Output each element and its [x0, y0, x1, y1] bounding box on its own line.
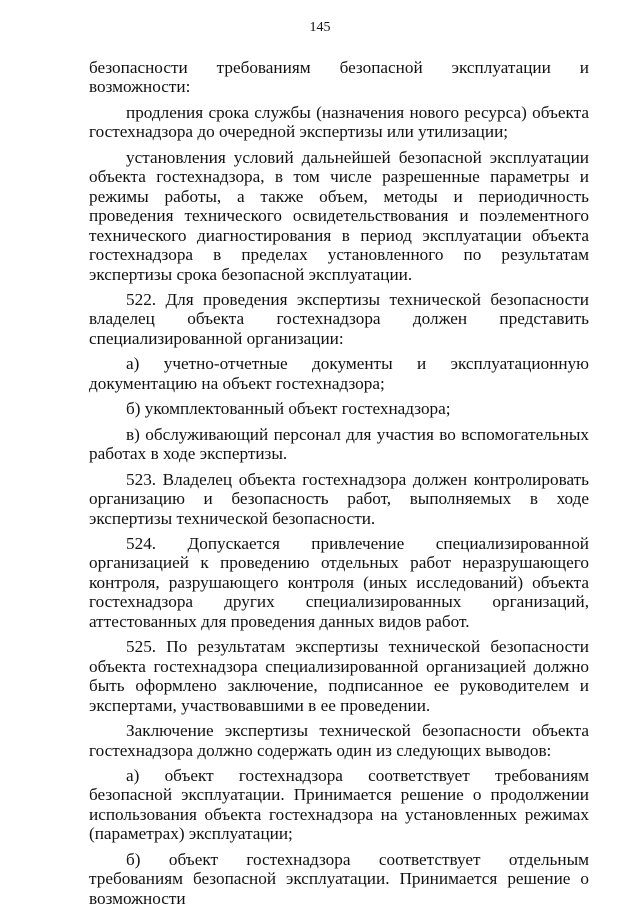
paragraph-522-a: а) учетно-отчетные документы и эксплуатационную документацию на объект гостехнадзора; — [89, 354, 589, 393]
paragraph-522-b: б) укомплектованный объект гостехнадзора; — [126, 399, 451, 419]
paragraph-conclusion-a: а) объект гостехнадзора соответствует требованиям безопасной эксплуатации. Принимается решение о продолжении использования объекта гостехнадзора на установленных режимах (параметрах) эксплуатации; — [89, 765, 589, 844]
paragraph-conditions-item: установления условий дальнейшей безопасной эксплуатации объекта гостехнадзора, в том числе разрешенные параметры и режимы работы, а также объем, методы и периодичность проведения технического освидетельствования и поэлементного технического диагностирования в период эксплуатации объекта гостехнадзора в пределах установленного по результатам экспертизы срока безопасной эксплуатации. — [89, 147, 589, 284]
paragraph-522-c: в) обслуживающий персонал для участия во вспомогательных работах в ходе экспертизы. — [89, 424, 589, 464]
paragraph-conclusion-intro: Заключение экспертизы технической безопасности объекта гостехнадзора должно содержать один из следующих выводов: — [89, 721, 589, 760]
document-body — [89, 58, 589, 908]
paragraph-continuation: безопасности требованиям безопасной эксплуатации и возможности: — [89, 58, 589, 97]
paragraph-conclusion-b: б) объект гостехнадзора соответствует отдельным требованиям безопасной эксплуатации. Принимается решение о возможности — [89, 849, 589, 908]
paragraph-523: 523. Владелец объекта гостехнадзора должен контролировать организацию и безопасность работ, выполняемых в ходе экспертизы технической безопасности. — [89, 469, 589, 528]
paragraph-extension-item: продления срока службы (назначения нового ресурса) объекта гостехнадзора до очередной экспертизы или утилизации; — [89, 102, 589, 142]
paragraph-525: 525. По результатам экспертизы технической безопасности объекта гостехнадзора специализированной организацией должно быть оформлено заключение, подписанное ее руководителем и экспертами, участвовавшими в ее проведении. — [89, 637, 589, 715]
page-number: 145 — [309, 20, 331, 35]
paragraph-522: 522. Для проведения экспертизы технической безопасности владелец объекта гостехнадзора должен представить специализированной организации: — [89, 289, 589, 348]
paragraph-524: 524. Допускается привлечение специализированной организацией к проведению отдельных работ неразрушающего контроля, разрушающего контроля (иных исследований) объекта гостехнадзора других специализированных организаций, аттестованных для проведения данных видов работ. — [89, 533, 589, 631]
